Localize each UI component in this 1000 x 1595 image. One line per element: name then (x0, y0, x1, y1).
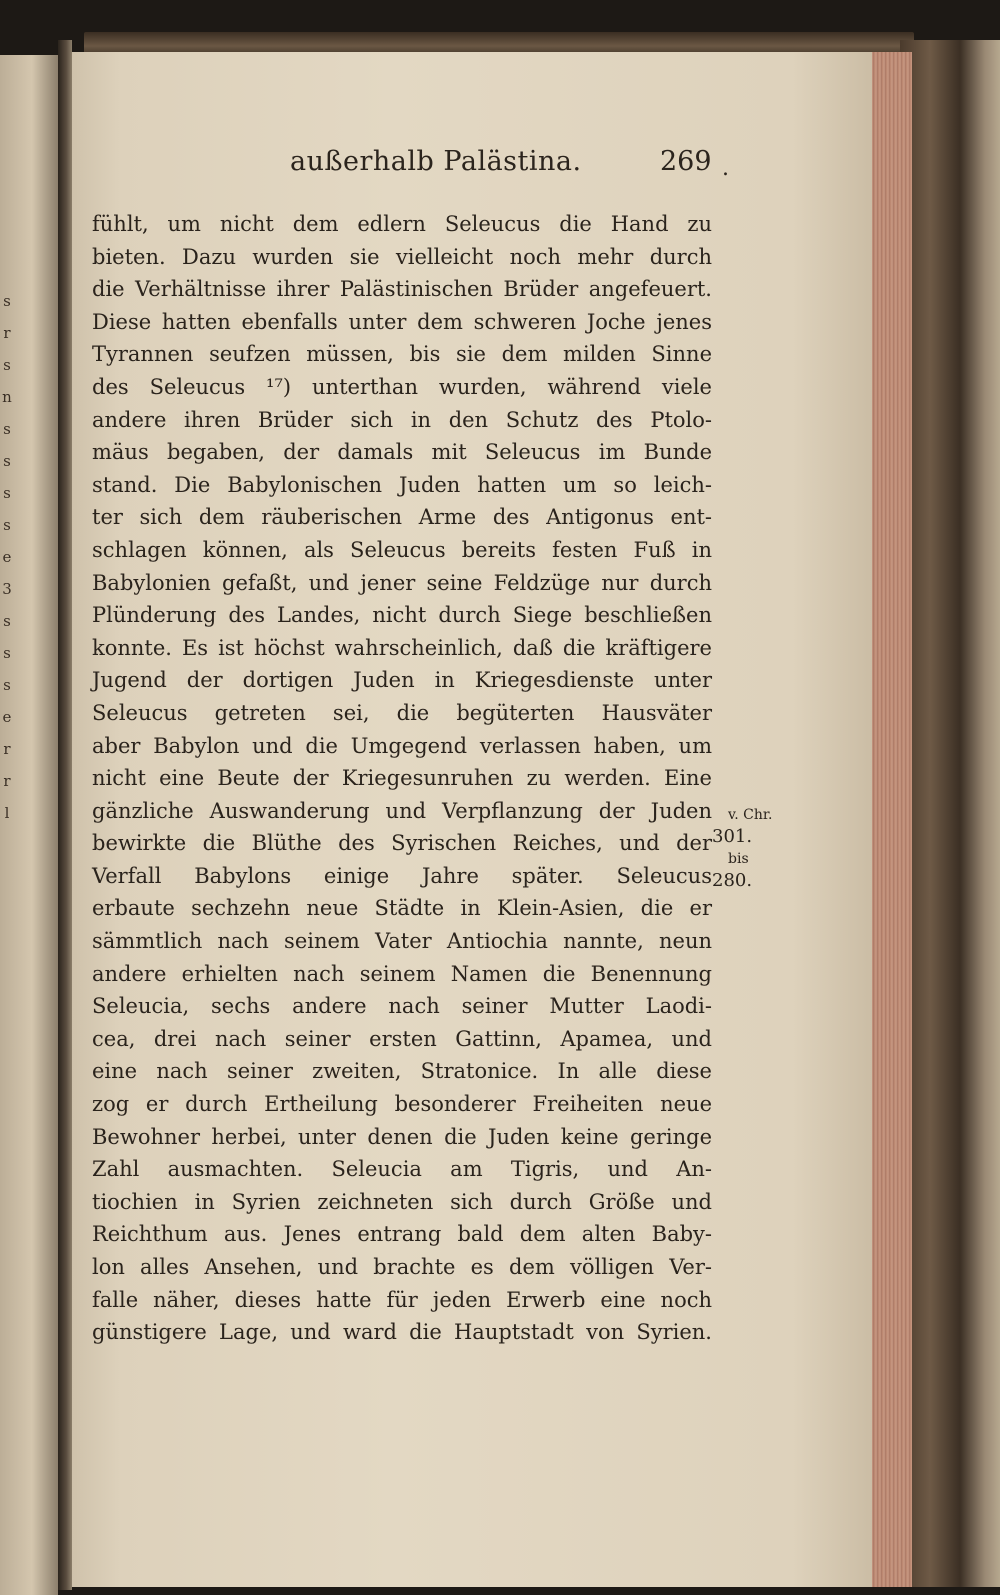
text-line: Diese hatten ebenfalls unter dem schweren Joche jenes (92, 309, 712, 334)
left-page-mark: s (3, 292, 11, 310)
left-page-mark: r (3, 324, 11, 342)
text-line: des Seleucus ¹⁷) unterthan wurden, während viele (92, 374, 712, 399)
left-page-mark: s (3, 356, 11, 374)
book-gutter (58, 40, 72, 1590)
text-line: andere erhielten nach seinem Namen die Benennung (92, 961, 712, 986)
page-edges (866, 52, 912, 1587)
left-page-mark: s (3, 516, 11, 534)
text-line: konnte. Es ist höchst wahrscheinlich, daß die kräftigere (92, 635, 712, 660)
left-page-mark: s (3, 420, 11, 438)
text-line: Jugend der dortigen Juden in Kriegesdienste unter (92, 668, 712, 693)
text-line: bewirkte die Blüthe des Syrischen Reiches, und der (92, 831, 712, 856)
text-line: erbaute sechzehn neue Städte in Klein-Asien, die er (92, 896, 712, 921)
left-page-mark: s (3, 676, 11, 694)
text-line: Seleucus getreten sei, die begüterten Hausväter (92, 700, 712, 725)
text-line: Zahl ausmachten. Seleucia am Tigris, und An- (92, 1157, 712, 1182)
margin-note (712, 804, 782, 892)
margin-note-line: 280. (712, 870, 753, 891)
body-text (92, 208, 712, 1349)
left-page-mark: s (3, 484, 11, 502)
text-line: Bewohner herbei, unter denen die Juden keine geringe (92, 1124, 712, 1149)
left-page-mark: n (2, 388, 12, 406)
text-line: fühlt, um nicht dem edlern Seleucus die Hand zu (92, 212, 712, 236)
margin-note-line: bis (728, 851, 749, 867)
left-page-mark: r (3, 772, 11, 790)
running-head: außerhalb Palästina. (290, 146, 582, 177)
left-page-mark: e (2, 548, 12, 566)
text-line: zog er durch Ertheilung besonderer Freiheiten neue (92, 1092, 712, 1117)
text-line: lon alles Ansehen, und brachte es dem völligen Ver- (92, 1255, 712, 1279)
text-line: sämmtlich nach seinem Vater Antiochia nannte, neun (92, 929, 712, 954)
text-line: schlagen können, als Seleucus bereits festen Fuß in (92, 537, 712, 562)
text-line: eine nach seiner zweiten, Stratonice. In alle diese (92, 1059, 712, 1084)
left-page-mark: s (3, 452, 11, 470)
header-mark: . (722, 156, 729, 181)
book-page (72, 52, 872, 1587)
text-line: stand. Die Babylonischen Juden hatten um so leich- (92, 472, 712, 497)
text-line: gänzliche Auswanderung und Verpflanzung der Juden (92, 798, 712, 823)
text-line: Plünderung des Landes, nicht durch Siege beschließen (92, 603, 712, 628)
left-page-marks (0, 285, 14, 829)
left-page-mark: r (3, 740, 11, 758)
text-line: cea, drei nach seiner ersten Gattinn, Apamea, und (92, 1026, 712, 1051)
margin-note-line: v. Chr. (728, 807, 773, 823)
book-cover-right (900, 40, 1000, 1587)
left-page-mark: s (3, 612, 11, 630)
left-page-mark: s (3, 644, 11, 662)
left-page-mark: 3 (2, 580, 12, 598)
text-line: Babylonien gefaßt, und jener seine Feldzüge nur durch (92, 570, 712, 595)
text-line: aber Babylon und die Umgegend verlassen haben, um (92, 733, 712, 758)
left-page-edge (0, 55, 58, 1595)
text-line: Seleucia, sechs andere nach seiner Mutter Laodi- (92, 994, 712, 1019)
text-line: Reichthum aus. Jenes entrang bald dem alten Baby- (92, 1222, 712, 1247)
text-line: günstigere Lage, und ward die Hauptstadt von Syrien. (92, 1320, 712, 1345)
page-number: 269 (660, 146, 712, 177)
text-line: Verfall Babylons einige Jahre später. Seleucus (92, 863, 712, 888)
page-header (72, 146, 872, 186)
text-line: mäus begaben, der damals mit Seleucus im Bunde (92, 440, 712, 465)
text-line: nicht eine Beute der Kriegesunruhen zu werden. Eine (92, 766, 712, 791)
text-line: Tyrannen seufzen müssen, bis sie dem milden Sinne (92, 342, 712, 367)
text-line: andere ihren Brüder sich in den Schutz des Ptolo- (92, 407, 712, 432)
text-line: falle näher, dieses hatte für jeden Erwerb eine noch (92, 1287, 712, 1312)
text-line: ter sich dem räuberischen Arme des Antigonus ent- (92, 505, 712, 530)
text-line: bieten. Dazu wurden sie vielleicht noch mehr durch (92, 244, 712, 269)
left-page-mark: e (2, 708, 12, 726)
margin-note-line: 301. (712, 826, 753, 847)
text-line: die Verhältnisse ihrer Palästinischen Brüder angefeuert. (92, 277, 712, 302)
left-page-mark: l (4, 804, 10, 822)
text-line: tiochien in Syrien zeichneten sich durch Größe und (92, 1189, 712, 1214)
